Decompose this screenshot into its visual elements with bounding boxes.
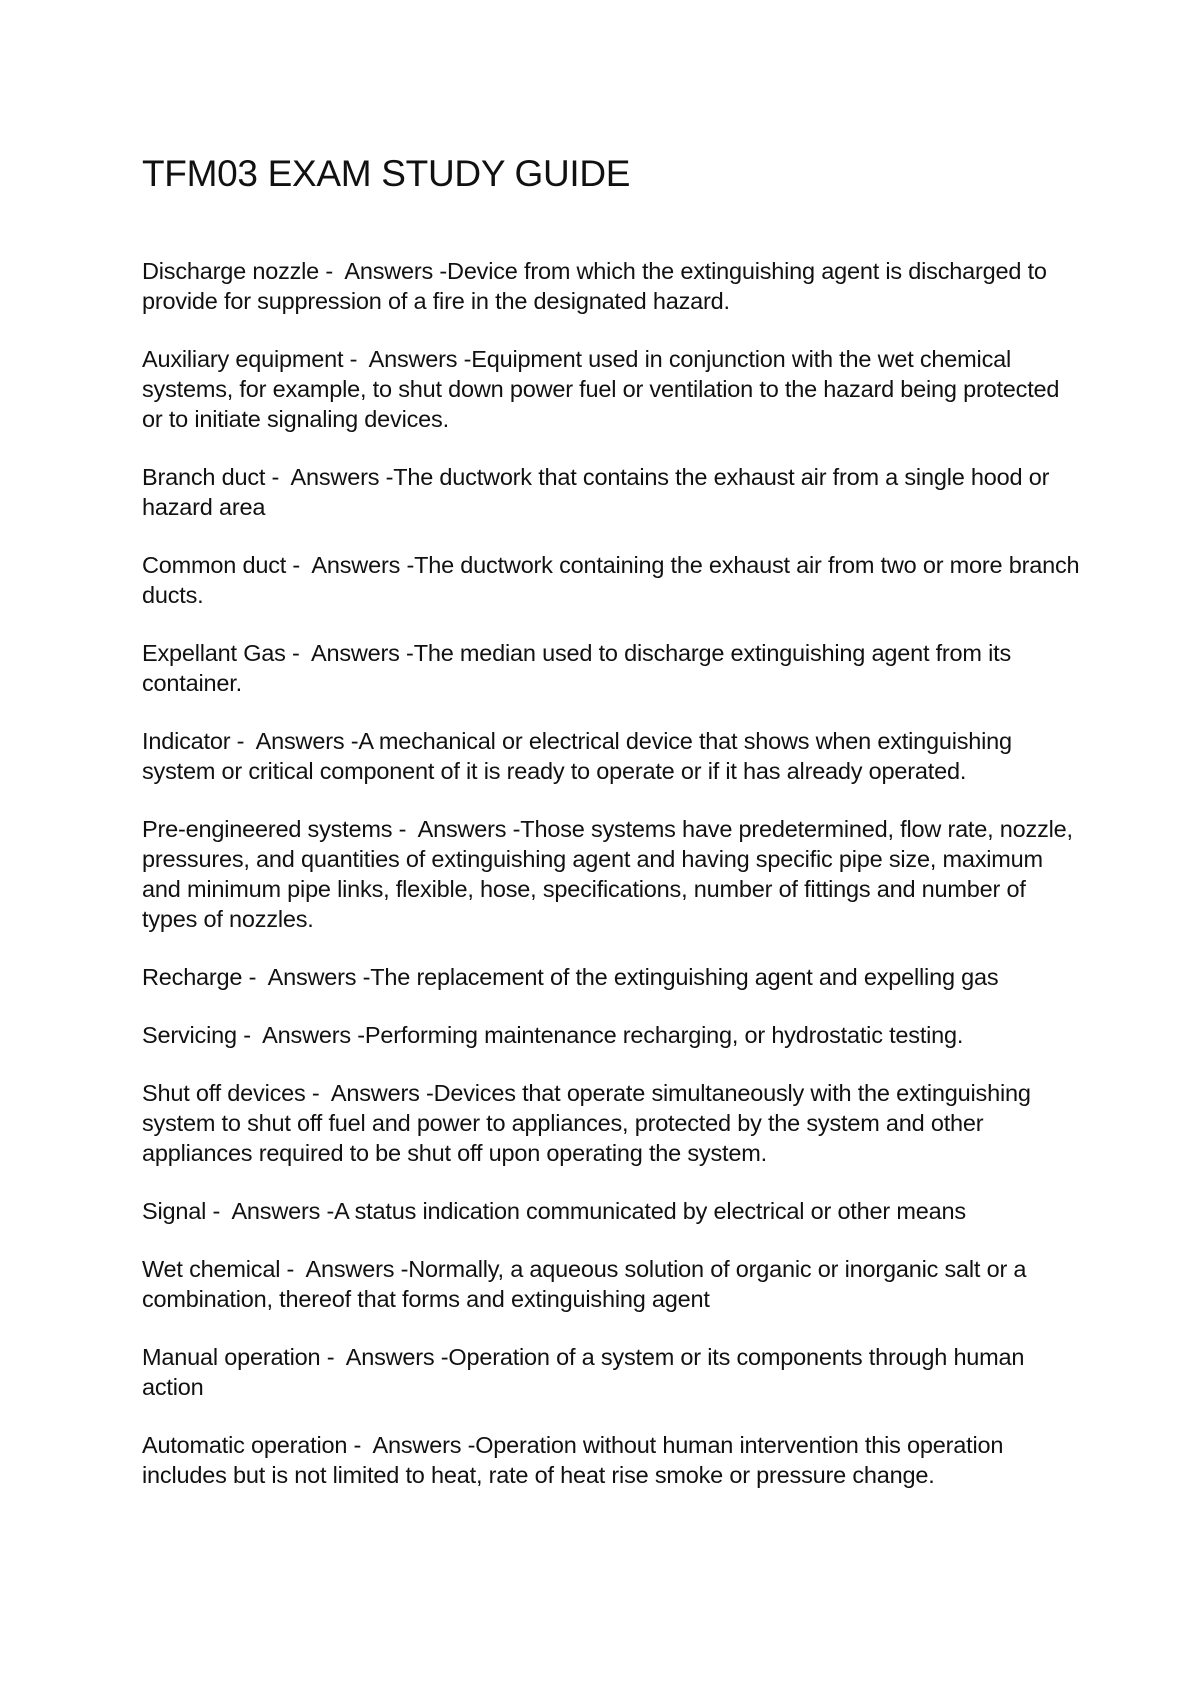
entry-term: Expellant Gas (142, 640, 286, 666)
document-title: TFM03 EXAM STUDY GUIDE (142, 153, 631, 194)
glossary-entry (142, 256, 1082, 316)
entry-term: Discharge nozzle (142, 258, 320, 284)
entry-term: Automatic operation (142, 1432, 348, 1458)
entry-definition: The replacement of the extinguishing agent and expelling gas (370, 964, 999, 990)
entry-separator: - Answers - (242, 964, 371, 990)
entry-term: Servicing (142, 1022, 237, 1048)
entry-separator: - Answers - (347, 1432, 476, 1458)
glossary-entry (142, 1196, 1082, 1226)
entry-separator: - Answers - (392, 816, 521, 842)
entry-definition: The median used to discharge extinguishing agent from its container. (142, 640, 1018, 696)
glossary-entry (142, 726, 1082, 786)
entry-definition: The ductwork that contains the exhaust air from a single hood or hazard area (142, 464, 1056, 520)
entry-term: Common duct (142, 552, 287, 578)
glossary-entry (142, 344, 1082, 434)
entry-separator: - Answers - (319, 258, 448, 284)
entry-definition: A mechanical or electrical device that shows when extinguishing system or critical component of it is ready to operate or if it has already operated. (142, 728, 1019, 784)
entry-separator: - Answers - (206, 1198, 335, 1224)
entry-term: Branch duct (142, 464, 266, 490)
glossary-entry (142, 1254, 1082, 1314)
entry-term: Manual operation (142, 1344, 321, 1370)
entry-separator: - Answers - (320, 1344, 449, 1370)
glossary-entry (142, 550, 1086, 610)
entry-separator: - Answers - (305, 1080, 434, 1106)
entry-definition: Operation of a system or its components through human action (142, 1344, 1031, 1400)
entry-definition: The ductwork containing the exhaust air from two or more branch ducts. (142, 552, 1086, 608)
entry-definition: Operation without human intervention this operation includes but is not limited to heat, rate of heat rise smoke or pressure change. (142, 1432, 1010, 1488)
glossary-entry (142, 814, 1082, 934)
glossary-entry (142, 638, 1082, 698)
entry-definition: A status indication communicated by electrical or other means (334, 1198, 966, 1224)
glossary-entry (142, 962, 1082, 992)
entry-term: Shut off devices (142, 1080, 306, 1106)
entry-separator: - Answers - (236, 1022, 365, 1048)
entry-term: Indicator (142, 728, 231, 754)
glossary-entry (142, 1342, 1082, 1402)
entry-separator: - Answers - (280, 1256, 409, 1282)
entry-separator: - Answers - (286, 552, 415, 578)
entry-separator: - Answers - (265, 464, 394, 490)
entry-term: Wet chemical (142, 1256, 281, 1282)
glossary-entry (142, 1430, 1082, 1490)
entry-term: Pre-engineered systems (142, 816, 393, 842)
entry-separator: - Answers - (230, 728, 359, 754)
entry-definition: Devices that operate simultaneously with the extinguishing system to shut off fuel and power to appliances, protected by the system and other appliances required to be shut off upon operating the system. (142, 1080, 1038, 1166)
entry-separator: - Answers - (343, 346, 472, 372)
entry-definition: Performing maintenance recharging, or hydrostatic testing. (364, 1022, 964, 1048)
document-page (142, 150, 1086, 1518)
glossary-entry (142, 1020, 1082, 1050)
glossary-entry (142, 1078, 1082, 1168)
entry-term: Auxiliary equipment (142, 346, 344, 372)
entry-term: Signal (142, 1198, 207, 1224)
entry-term: Recharge (142, 964, 243, 990)
glossary-entry (142, 462, 1082, 522)
entry-definition: Device from which the extinguishing agent is discharged to provide for suppression of a fire in the designated hazard. (142, 258, 1054, 314)
entry-definition: Normally, a aqueous solution of organic or inorganic salt or a combination, thereof that forms and extinguishing agent (142, 1256, 1033, 1312)
entry-definition: Those systems have predetermined, flow rate, nozzle, pressures, and quantities of extinguishing agent and having specific pipe size, maximum and minimum pipe links, flexible, hose, specifications, number of fittings and number of types of nozzles. (142, 816, 1080, 932)
entry-definition: Equipment used in conjunction with the wet chemical systems, for example, to shut down power fuel or ventilation to the hazard being protected or to initiate signaling devices. (142, 346, 1066, 432)
entry-separator: - Answers - (285, 640, 414, 666)
